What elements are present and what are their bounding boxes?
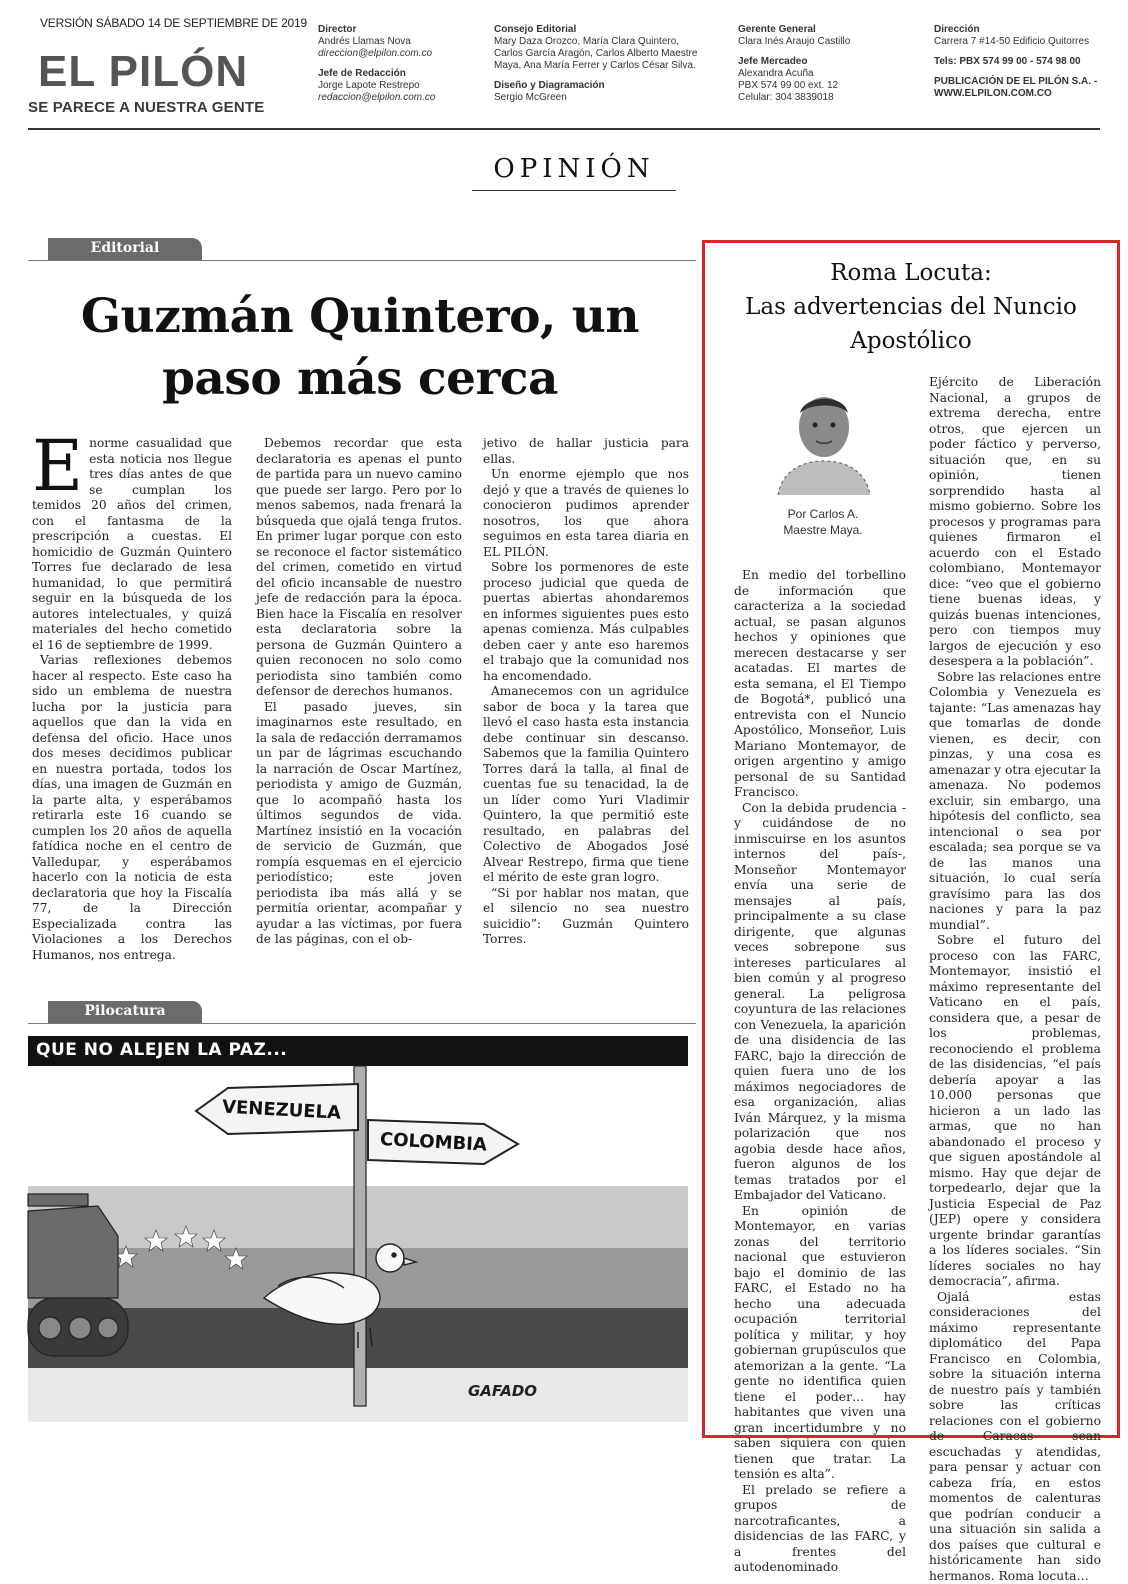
paragraph: norme casualidad que esta noticia nos llegue tres días antes de que se cumplan los temidos 20 años del crimen, con el fantasma de la prescripción a cuestas. El homicidio de Guzmán Quintero Torres fue declarado de lesa humanidad, lo que permitirá seguir en la búsqueda de los autores intelectuales, y quizá materiales del hecho cometido el 16 de septiembre de 1999. [32,436,232,653]
newspaper-tagline: SE PARECE A NUESTRA GENTE [28,99,264,116]
paragraph: Ejército de Liberación Nacional, a grupos de extrema derecha, entre otros, que ejercen un poder fáctico y perverso, situación que, en su opinión, tienen sorprendido hasta al mismo gobierno. Sobre los procesos y programas para quienes firmaron el acuerdo con el Estado colombiano, Montemayor dice: “veo que el gobierno tiene buenas ideas, y quizás buenas intenciones, pero con tiempos muy largos de ejecución y eso desespera a la población”. [929,375,1101,670]
staff-role: Gerente General [738,24,918,36]
dove-eye [392,1253,396,1257]
venezuela-sign-text: VENEZUELA [222,1097,342,1124]
column-title-line: Roma Locuta: [706,256,1116,290]
address: Carrera 7 #14-50 Edificio Quitorres [934,36,1100,48]
paragraph: jetivo de hallar justicia para ellas. [483,436,689,467]
staff-column-3 [738,24,918,104]
staff-name: Jorge Lapote Restrepo [318,80,488,92]
paragraph: Con la debida prudencia -y cuidándose de no inmiscuirse en los asuntos internos del país-, Monseñor Montemayor envía una serie de mensajes al país, principalmente a su clase dirigente, que algunas veces sobrepone sus intereses particulares al bien común y al progreso general. La peligrosa coyuntura de las relaciones con Venezuela, la aparición de una disidencia de las FARC, bajo la dirección de quien fuera uno de los máximos negociadores de esa organización, alias Iván Márquez, y la misma polarización que nos agobia desde hace años, fueron algunos de los temas tratados por el Embajador del Vaticano. [734,801,906,1204]
staff-name: Alexandra Acuña [738,68,918,80]
staff-email: direccion@elpilon.com.co [318,48,432,59]
cartoon-tab-rule [28,1023,696,1024]
publisher: PUBLICACIÓN DE EL PILÓN S.A. - [934,76,1100,88]
cartoon-section-tab: Pilocatura [48,1001,202,1023]
staff-name: Mary Daza Orozco, María Clara Quintero, [494,36,724,48]
staff-role: Jefe Mercadeo [738,56,918,68]
newspaper-logo: EL PILÓN [38,50,248,94]
staff-role: Dirección [934,24,1100,36]
staff-name: Clara Inés Araujo Castillo [738,36,918,48]
masthead [28,14,1100,130]
cartoon-title: QUE NO ALEJEN LA PAZ... [36,1040,287,1060]
editorial-tab-rule [28,260,696,261]
column-title-line: Apostólico [706,324,1116,358]
author-byline [748,506,898,538]
paragraph: Sobre los pormenores de este proceso judicial que queda de puertas abiertas ahondaremos en informes siguientes pues esto apenas comienza. Más culpables deben caer y ante eso haremos el trabajo que la comunidad nos ha encomendado. [483,560,689,684]
website-link[interactable]: WWW.ELPILON.COM.CO [934,88,1100,100]
cartoon-drawing [28,1036,688,1422]
tank-turret [28,1206,118,1298]
cartoonist-signature: GAFADO [468,1382,537,1400]
edition-date: VERSIÓN SÁBADO 14 DE SEPTIEMBRE DE 2019 [40,16,307,30]
drop-cap: E [32,438,83,494]
staff-email: redaccion@elpilon.com.co [318,92,435,103]
staff-phone: Celular: 304 3839018 [738,92,918,104]
paragraph: Un enorme ejemplo que nos dejó y que a través de quienes lo conocieron pudimos aprender nosotros, los que ahora seguimos en esta tarea diaria en EL PILÓN. [483,467,689,560]
staff-phone: PBX 574 99 00 ext. 12 [738,80,918,92]
opinion-column-2 [929,375,1101,1584]
paragraph: Debemos recordar que esta declaratoria es apenas el punto de partida para un nuevo camino que puede ser largo. Pero por lo menos sabemos, nada frenará la búsqueda que ojalá tenga frutos. En primer lugar porque con esto se reconoce el factor sistemático del crimen, cometido en virtud del oficio incansable de nuestro jefe de redacción para la época. Bien hace la Fiscalía en resolver esta declaratoria sobre la persona de Guzmán Quintero a quien reconocen no solo como periodista sino también como defensor de derechos humanos. [256,436,462,700]
paragraph: Varias reflexiones debemos hacer al respecto. Este caso ha sido un emblema de nuestra lucha por la justicia para aquellos que dan la vida en defensa del oficio. Hace unos dos meses decidimos publicar en nuestra portada, todos los días, una imagen de Guzmán en la parte alta, y esperábamos retirarla este 16 cuando se cumplen los 20 años de aquella fatídica noche en el centro de Valledupar, y esperábamos hacerlo con la noticia de esta declaratoria que hoy la Fiscalía 77, de la Dirección Especializada contra las Violaciones a los Derechos Humanos, nos entrega. [32,653,232,963]
paragraph: Sobre las relaciones entre Colombia y Venezuela es tajante: “Las amenazas hay que tomarlas de donde vienen, es decir, con pinzas, y una cosa es amenazar y otra ejecutar la amenaza. No podemos excluir, sin embargo, una hipótesis del conflicto, sea intencional o sea por escalada; sea porque se va de las manos una situación, lo cual sería gravísimo para las dos naciones y para la paz mundial”. [929,670,1101,934]
paragraph: El pasado jueves, sin imaginarnos este resultado, en la sala de redacción derramamos un par de lágrimas escuchando la narración de Oscar Martínez, periodista y amigo de Guzmán, que lo acompañó hasta los últimos segundos de vida. Martínez insistió en la vocación de servicio de Guzmán, que rompía esquemas en el ejercicio periodístico; este joven periodista iba más allá y se permitía orientar, acompañar y ayudar a las víctimas, por fuera de las páginas, con el ob- [256,700,462,948]
staff-role: Jefe de Redacción [318,68,488,80]
tank-wheel [39,1317,61,1339]
phones: Tels: PBX 574 99 00 - 574 98 00 [934,56,1100,68]
editorial-column-2 [256,436,462,948]
colombia-sign-text: COLOMBIA [380,1129,488,1156]
section-title-rule [472,190,676,191]
staff-column-2 [494,24,724,104]
paragraph: “Si por hablar nos matan, que el silencio no sea nuestro suicidio”: Guzmán Quintero Torres. [483,886,689,948]
editorial-section-tab: Editorial [48,238,202,260]
editorial-column-3 [483,436,689,948]
staff-name: Maya, Ana María Ferrer y Carlos César Silva. [494,60,724,72]
paragraph: En opinión de Montemayor, en varias zonas del territorio nacional que estuvieron bajo el dominio de las FARC, el Estado no ha hecho una adecuada ocupación territorial política y militar, y hoy gobiernan grupúsculos que atemorizan a la gente. “La gente no identifica quien tiene el poder… hay habitantes que viven una gran incertidumbre y no saben siquiera con quien tienen que tratar. La tensión es alta”. [734,1204,906,1483]
section-title: OPINIÓN [472,154,676,184]
opinion-column-1 [734,568,906,1576]
paragraph: Ojalá estas consideraciones del máximo representante diplomático del Papa Francisco en Colombia, sobre la situación interna de nuestro país y también sobre las críticas relaciones con el gobierno de Caracas sean escuchadas y atendidas, para pensar y actuar con cabeza fría, en estos momentos de calenturas que podrían conducir a una situación sin salida a dos países que cultural e históricamente han sido hermanos. Roma locuta… [929,1290,1101,1584]
tank-wheel [69,1317,91,1339]
paragraph: Amanecemos con un agridulce sabor de boca y la tarea que llevó el caso hasta esta instancia debe continuar sin descanso. Sabemos que la familia Quintero Torres dará la talla, al final de cuentas fue su tenacidad, la de un líder como Yuri Vladimir Quintero, la que permitió este resultado, en palabras del Colectivo de Abogados José Alvear Restrepo, firma que tiene el mérito de este gran logro. [483,684,689,886]
staff-role: Diseño y Diagramación [494,80,724,92]
staff-role: Director [318,24,488,36]
editorial-cartoon [28,1036,688,1422]
staff-name: Sergio McGreen [494,92,724,104]
staff-name: Andrés Llamas Nova [318,36,488,48]
byline-line: Por Carlos A. [748,506,898,522]
masthead-divider [28,128,1100,130]
editorial-column-1 [32,436,232,963]
staff-column-4 [934,24,1100,100]
author-photo [770,383,878,495]
column-title-line: Las advertencias del Nuncio [706,290,1116,324]
tank-wheel [98,1318,118,1338]
staff-name: Carlos García Aragón, Carlos Alberto Maestre [494,48,724,60]
dove-head [376,1244,404,1272]
tank-barrel [28,1194,88,1206]
staff-role: Consejo Editorial [494,24,724,36]
editorial-headline: Guzmán Quintero, un paso más cerca [30,286,690,410]
paragraph: Sobre el futuro del proceso con las FARC, Montemayor, insistió el máximo representante del Vaticano en el país, considera que, a pesar de los problemas, reconociendo el problema de las disidencias, “el país debería apoyar a las 10.000 personas que hicieron a un lado las armas, que no han abandonado el proceso y que siguen apostándole al mismo. Hay que dejar de torpedearlo, dejar que la Justicia Especial de Paz (JEP) opere y considera urgente brindar garantías a los líderes sociales. “Sin líderes sociales no hay democracia”, afirma. [929,933,1101,1290]
byline-line: Maestre Maya. [748,522,898,538]
paragraph: En medio del torbellino de información que caracteriza a la sociedad actual, se pasan algunos hechos y opiniones que merecen destacarse y ser acatadas. El martes de esta semana, el El Tiempo de Bogotá*, publicó una entrevista con el Nuncio Apostólico, Monseñor, Luis Mariano Montemayor, de origen argentino y amigo personal de su Santidad Francisco. [734,568,906,801]
staff-column-1 [318,24,488,104]
column-title [706,256,1116,358]
paragraph: El prelado se refiere a grupos de narcotraficantes, a disidencias de las FARC, y a frentes del autodenominado [734,1483,906,1576]
